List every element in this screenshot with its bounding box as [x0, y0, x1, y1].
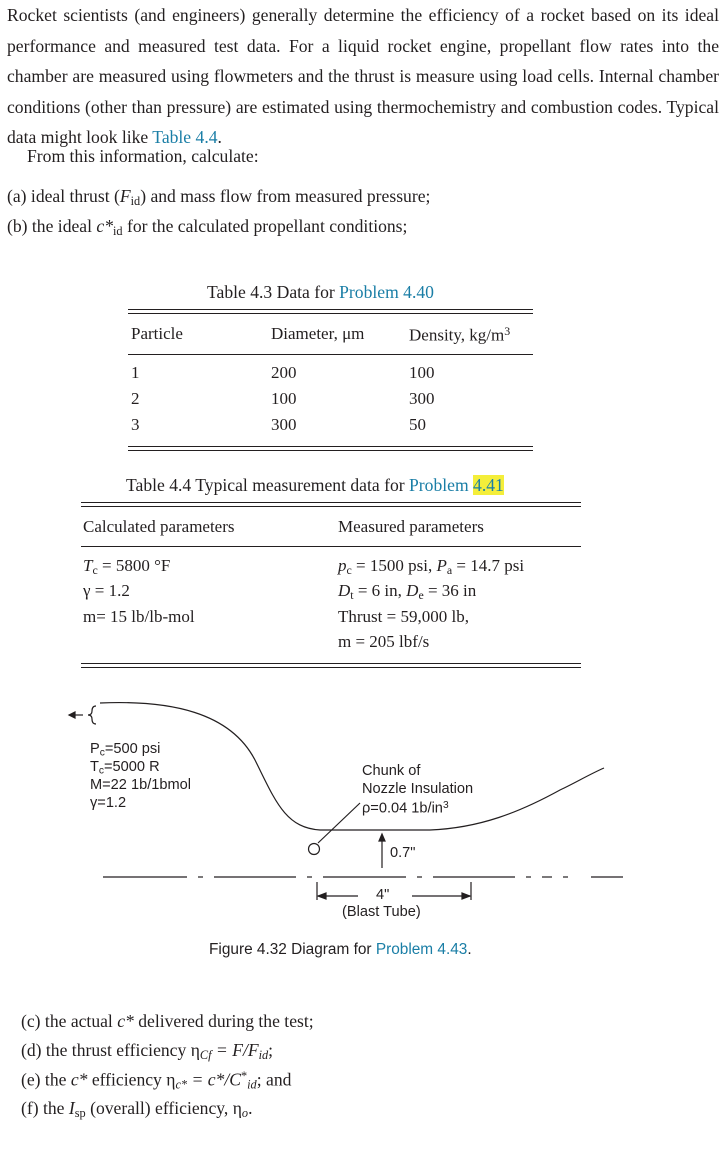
table-4-4-caption: Table 4.4 Typical measurement data for Problem 4.41: [126, 475, 504, 495]
width-arrow-right-icon: [462, 893, 470, 899]
table-4-3-header-diameter: Diameter, μm: [271, 324, 365, 343]
table-4-3-header-rule: [128, 354, 533, 355]
table-4-4-header-measured: Measured parameters: [338, 517, 484, 536]
table-4-4-link[interactable]: Table 4.4: [152, 127, 218, 147]
meas-mass-flow: m = 205 lbf/s: [338, 632, 430, 651]
figure-4-32-caption: Figure 4.32 Diagram for Problem 4.43.: [209, 941, 472, 958]
table-4-3-top-rule-2: [128, 313, 533, 314]
fig-density: ρ=0.04 $1b/in^3$: [362, 800, 449, 817]
fig-blast-tube-label: (Blast Tube): [342, 904, 421, 920]
table-row-2-density: 300: [409, 389, 435, 408]
width-arrow-left-icon: [318, 893, 326, 899]
problem-4-43-link[interactable]: Problem 4.43: [375, 941, 468, 958]
table-row-3-diameter: 300: [271, 415, 297, 434]
meas-diameters: $D_t = 6$ in, $D_e = 36$ in: [338, 581, 477, 602]
table-4-3-top-rule: [128, 309, 533, 310]
table-4-4-top-rule: [81, 502, 581, 503]
table-row-3-density: 50: [409, 415, 426, 434]
fig-chunk-label: Chunk of: [362, 763, 421, 779]
table-4-3-header-particle: Particle: [131, 324, 183, 343]
table-row-2-particle: 2: [131, 389, 140, 408]
left-brace: [88, 706, 96, 724]
calc-tc: $T_c = 5800$ °F: [83, 556, 171, 577]
fig-insulation-label: Nozzle Insulation: [362, 781, 474, 797]
fig-chamber-temperature: $T_c=5000$ R: [90, 759, 160, 777]
chunk-leader-line: [318, 803, 360, 843]
fig-width-label: 4": [376, 887, 390, 903]
table-4-4-top-rule-2: [81, 506, 581, 507]
table-row-2-diameter: 100: [271, 389, 297, 408]
meas-pressures: $p_c = 1500$ psi, $P_a = 14.7$ psi: [338, 556, 525, 577]
left-arrow-head-icon: [69, 712, 75, 718]
chunk-marker-circle: [309, 844, 320, 855]
meas-thrust: Thrust = 59,000 lb,: [338, 607, 469, 626]
table-row-3-particle: 3: [131, 415, 140, 434]
height-arrow-icon: [379, 834, 385, 841]
problem-4-40-link[interactable]: Problem 4.40: [339, 282, 434, 302]
table-4-4-header-rule: [81, 546, 581, 547]
table-row-1-diameter: 200: [271, 363, 297, 382]
item-e: (e) the c* efficiency $\eta_{c*} = c*/C^*_{id}$; and: [21, 1069, 292, 1092]
item-f: (f) the $I_{sp}$ (overall) efficiency, $\eta_o$.: [21, 1098, 253, 1121]
item-b: (b) the ideal $c*_{id}$ for the calculated propellant conditions;: [7, 216, 408, 239]
fig-chamber-pressure: $P_c=500$ psi: [90, 741, 161, 759]
table-4-3-bottom-rule-2: [128, 450, 533, 451]
item-d: (d) the thrust efficiency $\eta_{Cf} = F/F_{id}$;: [21, 1040, 274, 1063]
table-row-1-particle: 1: [131, 363, 140, 382]
fig-molar-mass: M=22 1b/1bmol: [90, 777, 192, 793]
calc-gamma: γ = 1.2: [83, 581, 130, 600]
fig-height-label: 0.7": [390, 845, 416, 861]
table-4-4-bottom-rule: [81, 663, 581, 664]
table-4-4-bottom-rule-2: [81, 667, 581, 668]
intro-paragraph: Rocket scientists (and engineers) generally determine the efficiency of a rocket based on its ideal performance and measured test data. For a liquid rocket engine, propellant flow rates into the chamber are measured using flowmeters and the thrust is measure using load cells. Internal chamber conditions (other than pressure) are estimated using thermochemistry and combustion codes. Typical data might look like Table 4.4.: [7, 5, 719, 147]
calc-molar-mass: m= 15 lb/lb-mol: [83, 607, 195, 626]
table-4-4-header-calculated: Calculated parameters: [83, 517, 235, 536]
table-4-3-header-density: Density, $kg/m^3$: [409, 324, 511, 345]
table-row-1-density: 100: [409, 363, 435, 382]
item-a: (a) ideal thrust $(F_{id})$ and mass flow from measured pressure;: [7, 186, 431, 209]
fig-gamma: γ=1.2: [90, 795, 127, 811]
table-4-3-bottom-rule: [128, 446, 533, 447]
item-c: (c) the actual c* delivered during the test;: [21, 1011, 314, 1031]
problem-4-41-link[interactable]: Problem 4.41: [409, 475, 504, 495]
table-4-3-caption: Table 4.3 Data for Problem 4.40: [207, 282, 434, 302]
calculate-lead: From this information, calculate:: [27, 146, 259, 166]
